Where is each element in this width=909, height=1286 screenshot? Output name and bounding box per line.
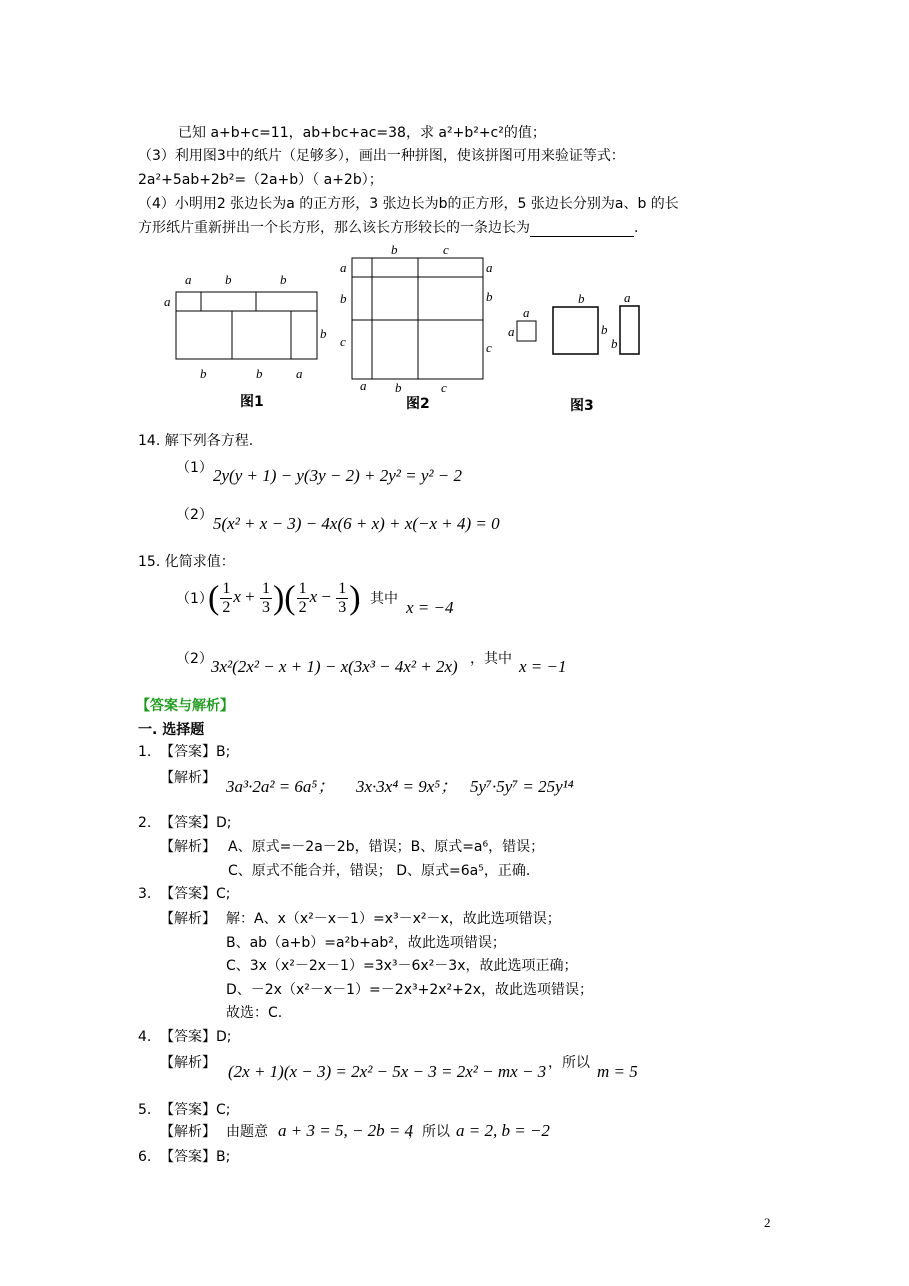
fig1-label: b [320,326,327,341]
fig1-outer-rect [176,292,317,359]
fig3-small-square [517,321,536,341]
problem13-line3: 2a²+5ab+2b²=（2a+b）（ a+2b）； [138,172,383,188]
problem14-equation-1: 2y(y + 1) − y(3y − 2) + 2y² = y² − 2 [213,466,462,485]
answer-3-line-2: B、ab（a+b）=a²b+ab²，故此选项错误； [226,935,506,951]
answer-5-result: a = 2, b = −2 [456,1121,550,1140]
answer-2-analysis-label: 【解析】 [160,839,216,855]
fig2-label: c [441,380,447,395]
fig1-label: a [164,294,171,309]
answer-2-label: 【答案】D; [160,815,232,831]
answer-5-analysis-label: 【解析】 [160,1124,216,1140]
answer-1-expr-2: 3x·3x⁴ = 9x⁵； [356,777,458,796]
problem14-part2-num: （2） [176,507,213,523]
answer-2-line-1: A、原式=－2a－2b，错误；B、原式=a⁶，错误； [228,839,545,855]
answer-5-connector: ，所以 [408,1124,450,1140]
fig2-label: a [340,260,347,275]
fig2-label: b [340,291,347,306]
problem15-part2-cond: x = −1 [519,657,567,676]
figures-svg [150,240,690,420]
fig2-caption: 图2 [406,396,430,412]
fig2-label: a [360,378,367,393]
fig3-label: a [508,324,515,339]
problem13-line1: 已知 a+b+c=11，ab+bc+ac=38，求 a²+b²+c²的值； [178,125,546,141]
answer-3-line-1: 解：A、x（x²－x－1）=x³－x²－x，故此选项错误； [226,911,561,927]
figure-1 [176,292,317,359]
problem15-part2-num: （2） [176,651,213,667]
problem13-line4: （4）小明用2 张边长为a 的正方形，3 张边长为b的正方形，5 张边长分别为a、b 的长 [138,196,679,212]
fig2-label: b [486,289,493,304]
answer-5-equation: a + 3 = 5, − 2b = 4 [278,1121,414,1140]
answer-2-line-2: C、原式不能合并，错误； D、原式=6a⁵，正确. [228,863,531,879]
answer-4-label: 【答案】D; [160,1029,232,1045]
answer-4-connector: ，所以 [548,1055,590,1071]
problem13-line5 [138,219,638,237]
answer-3-line-5: 故选：C. [226,1005,283,1021]
answer-blank [530,222,634,237]
answer-4-result: m = 5 [597,1062,638,1081]
fig3-large-square [553,307,598,354]
answer-5-prefix: 由题意 [226,1124,268,1140]
problem15-expression-2: 3x²(2x² − x + 1) − x(3x³ − 4x² + 2x) [211,657,458,676]
fig2-label: b [395,380,402,395]
fig3-label: b [611,336,618,351]
fig2-label: b [391,242,398,257]
answer-3-line-3: C、3x（x²－2x－1）=3x³－6x²－3x，故此选项正确； [226,958,578,974]
problem13-line5-end: . [634,220,639,236]
fig3-label: b [578,291,585,306]
fig2-label: c [443,242,449,257]
answers-heading: 【答案与解析】 [136,698,234,714]
problem14-part1-num: （1） [176,460,213,476]
answer-6-number: 6. [138,1149,152,1165]
answer-1-label: 【答案】B; [160,744,231,760]
problem13-line5-text: 方形纸片重新拼出一个长方形，那么该长方形较长的一条边长为 [138,220,530,236]
section-heading: 一. 选择题 [138,722,205,738]
figure-2 [352,258,483,379]
answer-1-expr-1: 3a³·2a² = 6a⁵； [226,777,335,796]
answer-4-number: 4. [138,1029,152,1045]
fig3-label: a [523,305,530,320]
answer-1-analysis-label: 【解析】 [160,770,216,786]
problem14-title: 14. 解下列各方程. [138,433,254,449]
answer-1-expr-3: 5y⁷·5y⁷ = 25y¹⁴ [470,777,574,796]
answer-4-equation: (2x + 1)(x − 3) = 2x² − 5x − 3 = 2x² − mx − 3 [228,1062,547,1081]
fig3-label: a [624,290,631,305]
answer-3-number: 3. [138,886,152,902]
fig1-caption: 图1 [240,394,264,410]
problem14-equation-2: 5(x² + x − 3) − 4x(6 + x) + x(−x + 4) = 0 [213,514,500,533]
answer-4-analysis-label: 【解析】 [160,1055,216,1071]
fig2-label: c [486,340,492,355]
fig1-label: a [185,272,192,287]
fig1-label: b [280,272,287,287]
problem15-part2-cond-text: ，其中 [470,651,512,667]
answer-6-label: 【答案】B; [160,1149,231,1165]
problem15-expression-1: ( $\frac{1}{2}$ x + $\frac{1}{3}$ )( $\frac{1}{2}$ x − $\frac{1}{3}$ ) [208,579,361,617]
fig3-caption: 图3 [570,398,594,414]
fig1-label: b [256,366,263,381]
problem15-title: 15. 化简求值： [138,554,235,570]
answer-3-line-4: D、－2x（x²－x－1）=－2x³+2x²+2x，故此选项错误； [226,982,594,998]
fig2-label: a [486,260,493,275]
fig3-label: b [601,322,608,337]
figure-3 [517,306,639,354]
problem15-part1-cond: x = −4 [406,598,454,617]
fig1-label: b [200,366,207,381]
fig1-label: b [225,272,232,287]
fig2-label: c [340,334,346,349]
problem13-line2: （3）利用图3中的纸片（足够多），画出一种拼图，使该拼图可用来验证等式： [138,148,625,164]
answer-2-number: 2. [138,815,152,831]
problem15-part1-cond-text: ，其中 [356,591,398,607]
answer-5-label: 【答案】C; [160,1102,231,1118]
problem15-part1-num: （1） [176,591,213,607]
fig1-label: a [296,366,303,381]
answer-5-number: 5. [138,1102,152,1118]
answer-3-analysis-label: 【解析】 [160,911,216,927]
page-number: 2 [764,1215,771,1230]
answer-3-label: 【答案】C; [160,886,231,902]
fig3-rectangle [620,306,639,354]
answer-1-number: 1. [138,744,152,760]
